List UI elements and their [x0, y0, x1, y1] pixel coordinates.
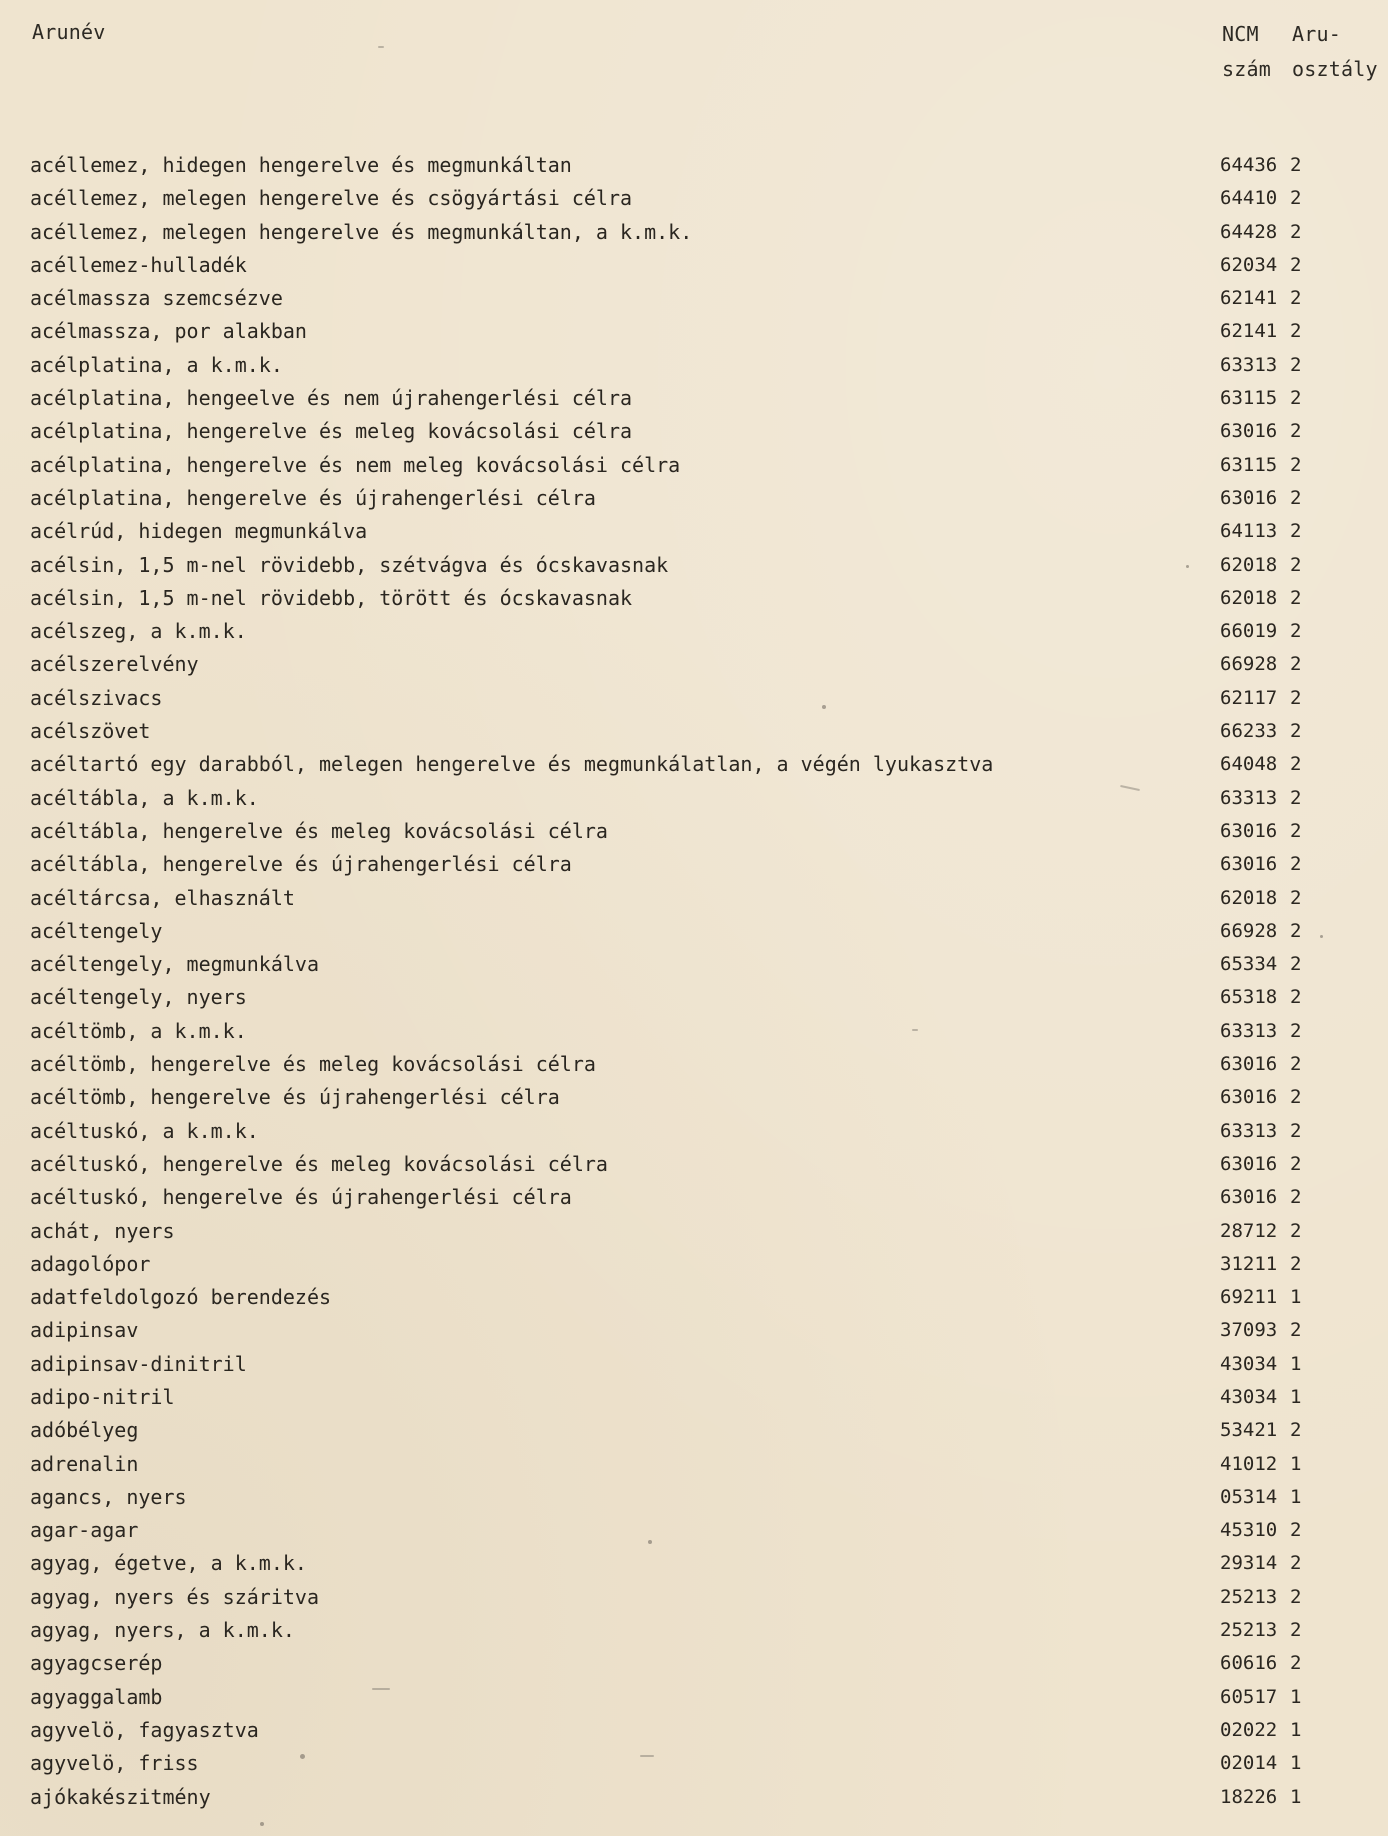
ncm-number: 41012: [1220, 1452, 1278, 1475]
column-header-name: Arunév: [32, 20, 106, 44]
product-class: 1: [1290, 1286, 1302, 1309]
ncm-number: 64410: [1220, 187, 1278, 210]
table-row: [0, 1620, 1388, 1653]
product-class: 2: [1290, 553, 1302, 576]
product-class: 2: [1290, 287, 1302, 310]
product-name: acéltengely, megmunkálva: [30, 952, 319, 977]
ncm-number: 63016: [1220, 420, 1278, 443]
product-class: 2: [1290, 187, 1302, 210]
scan-speck: [822, 705, 826, 709]
table-row: [0, 155, 1388, 188]
scan-smudge: [372, 1688, 390, 1690]
product-name: acélplatina, hengerelve és nem meleg kovácsolási célra: [30, 452, 681, 477]
table-row: [0, 452, 1388, 488]
product-name: acélplatina, hengeelve és nem újrahengerlési célra: [30, 386, 633, 411]
product-class: 2: [1290, 953, 1302, 976]
table-row: [0, 1553, 1388, 1586]
table-row: [0, 219, 1388, 255]
ncm-number: 63016: [1220, 1152, 1278, 1175]
product-class: 2: [1290, 1252, 1302, 1275]
ncm-number: 66928: [1220, 653, 1278, 676]
table-row: [0, 388, 1388, 421]
product-name: acélmassza szemcsézve: [30, 286, 283, 311]
column-header-class: Aru-: [1292, 22, 1341, 46]
product-class: 2: [1290, 1652, 1302, 1675]
ncm-number: 63313: [1220, 353, 1278, 376]
table-row: [0, 954, 1388, 987]
table-row: [0, 1784, 1388, 1820]
product-class: 2: [1290, 620, 1302, 643]
product-class: 2: [1290, 453, 1302, 476]
ncm-number: 63115: [1220, 453, 1278, 476]
ncm-number: 63016: [1220, 819, 1278, 842]
ncm-number: 65334: [1220, 953, 1278, 976]
ncm-number: 64113: [1220, 520, 1278, 543]
product-name: adrenalin: [30, 1451, 139, 1476]
table-row: [0, 785, 1388, 821]
ncm-number: 64436: [1220, 154, 1278, 176]
product-class: 2: [1290, 653, 1302, 676]
product-name: acélmassza, por alakban: [30, 319, 307, 344]
product-class: 1: [1290, 1352, 1302, 1375]
scan-smudge: [912, 1029, 918, 1031]
product-name: agyag, égetve, a k.m.k.: [30, 1551, 307, 1576]
product-class: 1: [1290, 1685, 1302, 1708]
product-class: 2: [1290, 753, 1302, 776]
ncm-number: 64048: [1220, 753, 1278, 776]
product-name: acéltábla, a k.m.k.: [30, 785, 259, 810]
product-class: 2: [1290, 686, 1302, 709]
product-name: acéltengely, nyers: [30, 985, 247, 1010]
product-list: [0, 155, 1388, 1820]
product-class: 2: [1290, 1019, 1302, 1042]
product-name: acélszeg, a k.m.k.: [30, 619, 247, 644]
product-class: 2: [1290, 320, 1302, 343]
product-name: acéltárcsa, elhasznált: [30, 885, 295, 910]
table-row: [0, 1287, 1388, 1320]
ncm-number: 66019: [1220, 620, 1278, 643]
product-class: 2: [1290, 1219, 1302, 1242]
ncm-number: 29314: [1220, 1552, 1278, 1575]
product-name: acéltuskó, a k.m.k.: [30, 1118, 259, 1143]
product-class: 2: [1290, 253, 1302, 276]
ncm-number: 63313: [1220, 1119, 1278, 1142]
product-name: agyaggalamb: [30, 1684, 163, 1709]
table-row: [0, 854, 1388, 887]
ncm-number: 66928: [1220, 919, 1278, 942]
table-row: [0, 1187, 1388, 1220]
product-name: acélplatina, a k.m.k.: [30, 352, 283, 377]
table-row: [0, 1717, 1388, 1753]
product-class: 2: [1290, 786, 1302, 809]
product-name: acéltábla, hengerelve és újrahengerlési célra: [30, 852, 572, 877]
product-name: acélsin, 1,5 m-nel rövidebb, szétvágva és ócskavasnak: [30, 552, 669, 577]
product-class: 2: [1290, 387, 1302, 410]
product-class: 1: [1290, 1452, 1302, 1475]
table-row: [0, 1118, 1388, 1154]
ncm-number: 63016: [1220, 486, 1278, 509]
ncm-number: 18226: [1220, 1785, 1278, 1808]
product-class: 2: [1290, 420, 1302, 443]
scan-speck: [300, 1754, 305, 1759]
product-class: 1: [1290, 1385, 1302, 1408]
ncm-number: 63016: [1220, 1086, 1278, 1109]
column-header-class-sub: osztály: [1292, 57, 1378, 81]
table-row: [0, 188, 1388, 221]
ncm-number: 62141: [1220, 320, 1278, 343]
product-class: 2: [1290, 154, 1302, 176]
ncm-number: 62018: [1220, 553, 1278, 576]
table-row: [0, 1351, 1388, 1387]
product-name: acélszivacs: [30, 685, 163, 710]
ncm-number: 02022: [1220, 1718, 1278, 1741]
product-class: 2: [1290, 853, 1302, 876]
scan-smudge: [640, 1755, 654, 1757]
product-name: acéltömb, hengerelve és meleg kovácsolási célra: [30, 1052, 596, 1077]
ncm-number: 05314: [1220, 1485, 1278, 1508]
ncm-number: 25213: [1220, 1619, 1278, 1642]
product-class: 2: [1290, 1619, 1302, 1642]
product-class: 2: [1290, 919, 1302, 942]
product-class: 2: [1290, 1186, 1302, 1209]
product-name: adipinsav-dinitril: [30, 1351, 247, 1376]
product-name: acéltengely: [30, 918, 163, 943]
product-class: 2: [1290, 1119, 1302, 1142]
table-row: [0, 485, 1388, 521]
product-class: 1: [1290, 1785, 1302, 1808]
product-name: acéltábla, hengerelve és meleg kovácsolási célra: [30, 818, 608, 843]
table-row: [0, 1451, 1388, 1487]
product-class: 2: [1290, 1086, 1302, 1109]
product-class: 2: [1290, 353, 1302, 376]
product-class: 2: [1290, 720, 1302, 743]
ncm-number: 65318: [1220, 986, 1278, 1009]
product-class: 2: [1290, 1519, 1302, 1542]
product-class: 2: [1290, 520, 1302, 543]
ncm-number: 53421: [1220, 1419, 1278, 1442]
product-name: acéllemez, hidegen hengerelve és megmunkáltan: [30, 153, 572, 177]
scan-speck: [260, 1822, 264, 1826]
ncm-number: 62141: [1220, 287, 1278, 310]
table-row: [0, 1218, 1388, 1254]
table-row: [0, 521, 1388, 554]
product-name: achát, nyers: [30, 1218, 175, 1243]
scan-speck: [648, 1540, 652, 1544]
ncm-number: 62018: [1220, 886, 1278, 909]
table-row: [0, 421, 1388, 454]
ncm-number: 02014: [1220, 1752, 1278, 1775]
scan-smudge: [378, 46, 384, 48]
table-row: [0, 1054, 1388, 1087]
product-name: acéltuskó, hengerelve és újrahengerlési célra: [30, 1185, 572, 1210]
table-row: [0, 1753, 1388, 1786]
product-class: 2: [1290, 486, 1302, 509]
ncm-number: 63313: [1220, 786, 1278, 809]
product-name: agyag, nyers és száritva: [30, 1584, 319, 1609]
table-row: [0, 585, 1388, 621]
ncm-number: 63313: [1220, 1019, 1278, 1042]
table-row: [0, 1018, 1388, 1054]
product-name: agyagcserép: [30, 1651, 163, 1676]
product-name: acélplatina, hengerelve és újrahengerlési célra: [30, 485, 596, 510]
ncm-number: 43034: [1220, 1385, 1278, 1408]
product-name: acéltartó egy darabból, melegen hengerelve és megmunkálatlan, a végén lyukasztva: [30, 752, 994, 777]
table-row: [0, 987, 1388, 1020]
table-row: [0, 818, 1388, 854]
table-row: [0, 1520, 1388, 1553]
product-name: adóbélyeg: [30, 1418, 139, 1443]
table-row: [0, 1653, 1388, 1686]
product-name: acéltömb, hengerelve és újrahengerlési célra: [30, 1085, 560, 1110]
product-name: acéllemez, melegen hengerelve és megmunkáltan, a k.m.k.: [30, 219, 693, 244]
ncm-number: 62018: [1220, 586, 1278, 609]
product-class: 2: [1290, 886, 1302, 909]
table-row: [0, 754, 1388, 787]
table-row: [0, 621, 1388, 654]
table-row: [0, 1684, 1388, 1720]
table-row: [0, 654, 1388, 687]
ncm-number: 69211: [1220, 1286, 1278, 1309]
ncm-number: 66233: [1220, 720, 1278, 743]
product-class: 1: [1290, 1485, 1302, 1508]
product-name: acélplatina, hengerelve és meleg kovácsolási célra: [30, 419, 633, 444]
table-row: [0, 885, 1388, 921]
product-name: agar-agar: [30, 1518, 139, 1543]
product-class: 2: [1290, 586, 1302, 609]
ncm-number: 43034: [1220, 1352, 1278, 1375]
table-row: [0, 1320, 1388, 1353]
ncm-number: 62117: [1220, 686, 1278, 709]
ncm-number: 63016: [1220, 853, 1278, 876]
product-class: 1: [1290, 1718, 1302, 1741]
product-name: adatfeldolgozó berendezés: [30, 1285, 332, 1310]
table-row: [0, 321, 1388, 354]
product-class: 2: [1290, 1552, 1302, 1575]
table-row: [0, 252, 1388, 288]
table-row: [0, 1251, 1388, 1287]
product-name: acéllemez, melegen hengerelve és csögyártási célra: [30, 186, 633, 211]
ncm-number: 37093: [1220, 1319, 1278, 1342]
table-row: [0, 1087, 1388, 1120]
product-name: acéltuskó, hengerelve és meleg kovácsolási célra: [30, 1151, 608, 1176]
table-row: [0, 1584, 1388, 1620]
product-name: adipinsav: [30, 1318, 139, 1343]
table-row: [0, 1151, 1388, 1187]
product-class: 2: [1290, 1053, 1302, 1076]
ncm-number: 60517: [1220, 1685, 1278, 1708]
product-class: 2: [1290, 1419, 1302, 1442]
scan-speck: [1320, 935, 1323, 938]
ncm-number: 64428: [1220, 220, 1278, 243]
table-row: [0, 288, 1388, 321]
scan-speck: [1186, 565, 1189, 568]
ncm-number: 62034: [1220, 253, 1278, 276]
product-name: adipo-nitril: [30, 1384, 175, 1409]
table-row: [0, 352, 1388, 388]
product-name: adagolópor: [30, 1251, 151, 1276]
table-row: [0, 918, 1388, 954]
ncm-number: 28712: [1220, 1219, 1278, 1242]
product-class: 2: [1290, 220, 1302, 243]
product-name: agancs, nyers: [30, 1484, 187, 1509]
ncm-number: 31211: [1220, 1252, 1278, 1275]
column-header-ncm-sub: szám: [1222, 57, 1271, 81]
ncm-number: 63016: [1220, 1053, 1278, 1076]
table-row: [0, 685, 1388, 721]
product-name: agyvelö, friss: [30, 1751, 199, 1776]
product-class: 2: [1290, 986, 1302, 1009]
product-name: agyag, nyers, a k.m.k.: [30, 1618, 295, 1643]
product-name: acéllemez-hulladék: [30, 252, 247, 277]
ncm-number: 45310: [1220, 1519, 1278, 1542]
ncm-number: 60616: [1220, 1652, 1278, 1675]
product-name: acélsin, 1,5 m-nel rövidebb, törött és ócskavasnak: [30, 585, 633, 610]
product-name: acélszerelvény: [30, 652, 199, 677]
product-class: 2: [1290, 1319, 1302, 1342]
ncm-number: 25213: [1220, 1585, 1278, 1608]
ncm-number: 63016: [1220, 1186, 1278, 1209]
table-row: [0, 1420, 1388, 1453]
product-class: 2: [1290, 819, 1302, 842]
table-row: [0, 1384, 1388, 1420]
product-name: acélszövet: [30, 719, 151, 744]
table-row: [0, 721, 1388, 754]
product-class: 2: [1290, 1585, 1302, 1608]
product-name: acéltömb, a k.m.k.: [30, 1018, 247, 1043]
column-header-ncm: NCM: [1222, 22, 1259, 46]
product-class: 2: [1290, 1152, 1302, 1175]
table-row: [0, 552, 1388, 588]
ncm-number: 63115: [1220, 387, 1278, 410]
product-name: agyvelö, fagyasztva: [30, 1717, 259, 1742]
table-row: [0, 1484, 1388, 1520]
product-name: ajókakészitmény: [30, 1784, 211, 1809]
product-class: 1: [1290, 1752, 1302, 1775]
product-name: acélrúd, hidegen megmunkálva: [30, 519, 368, 544]
